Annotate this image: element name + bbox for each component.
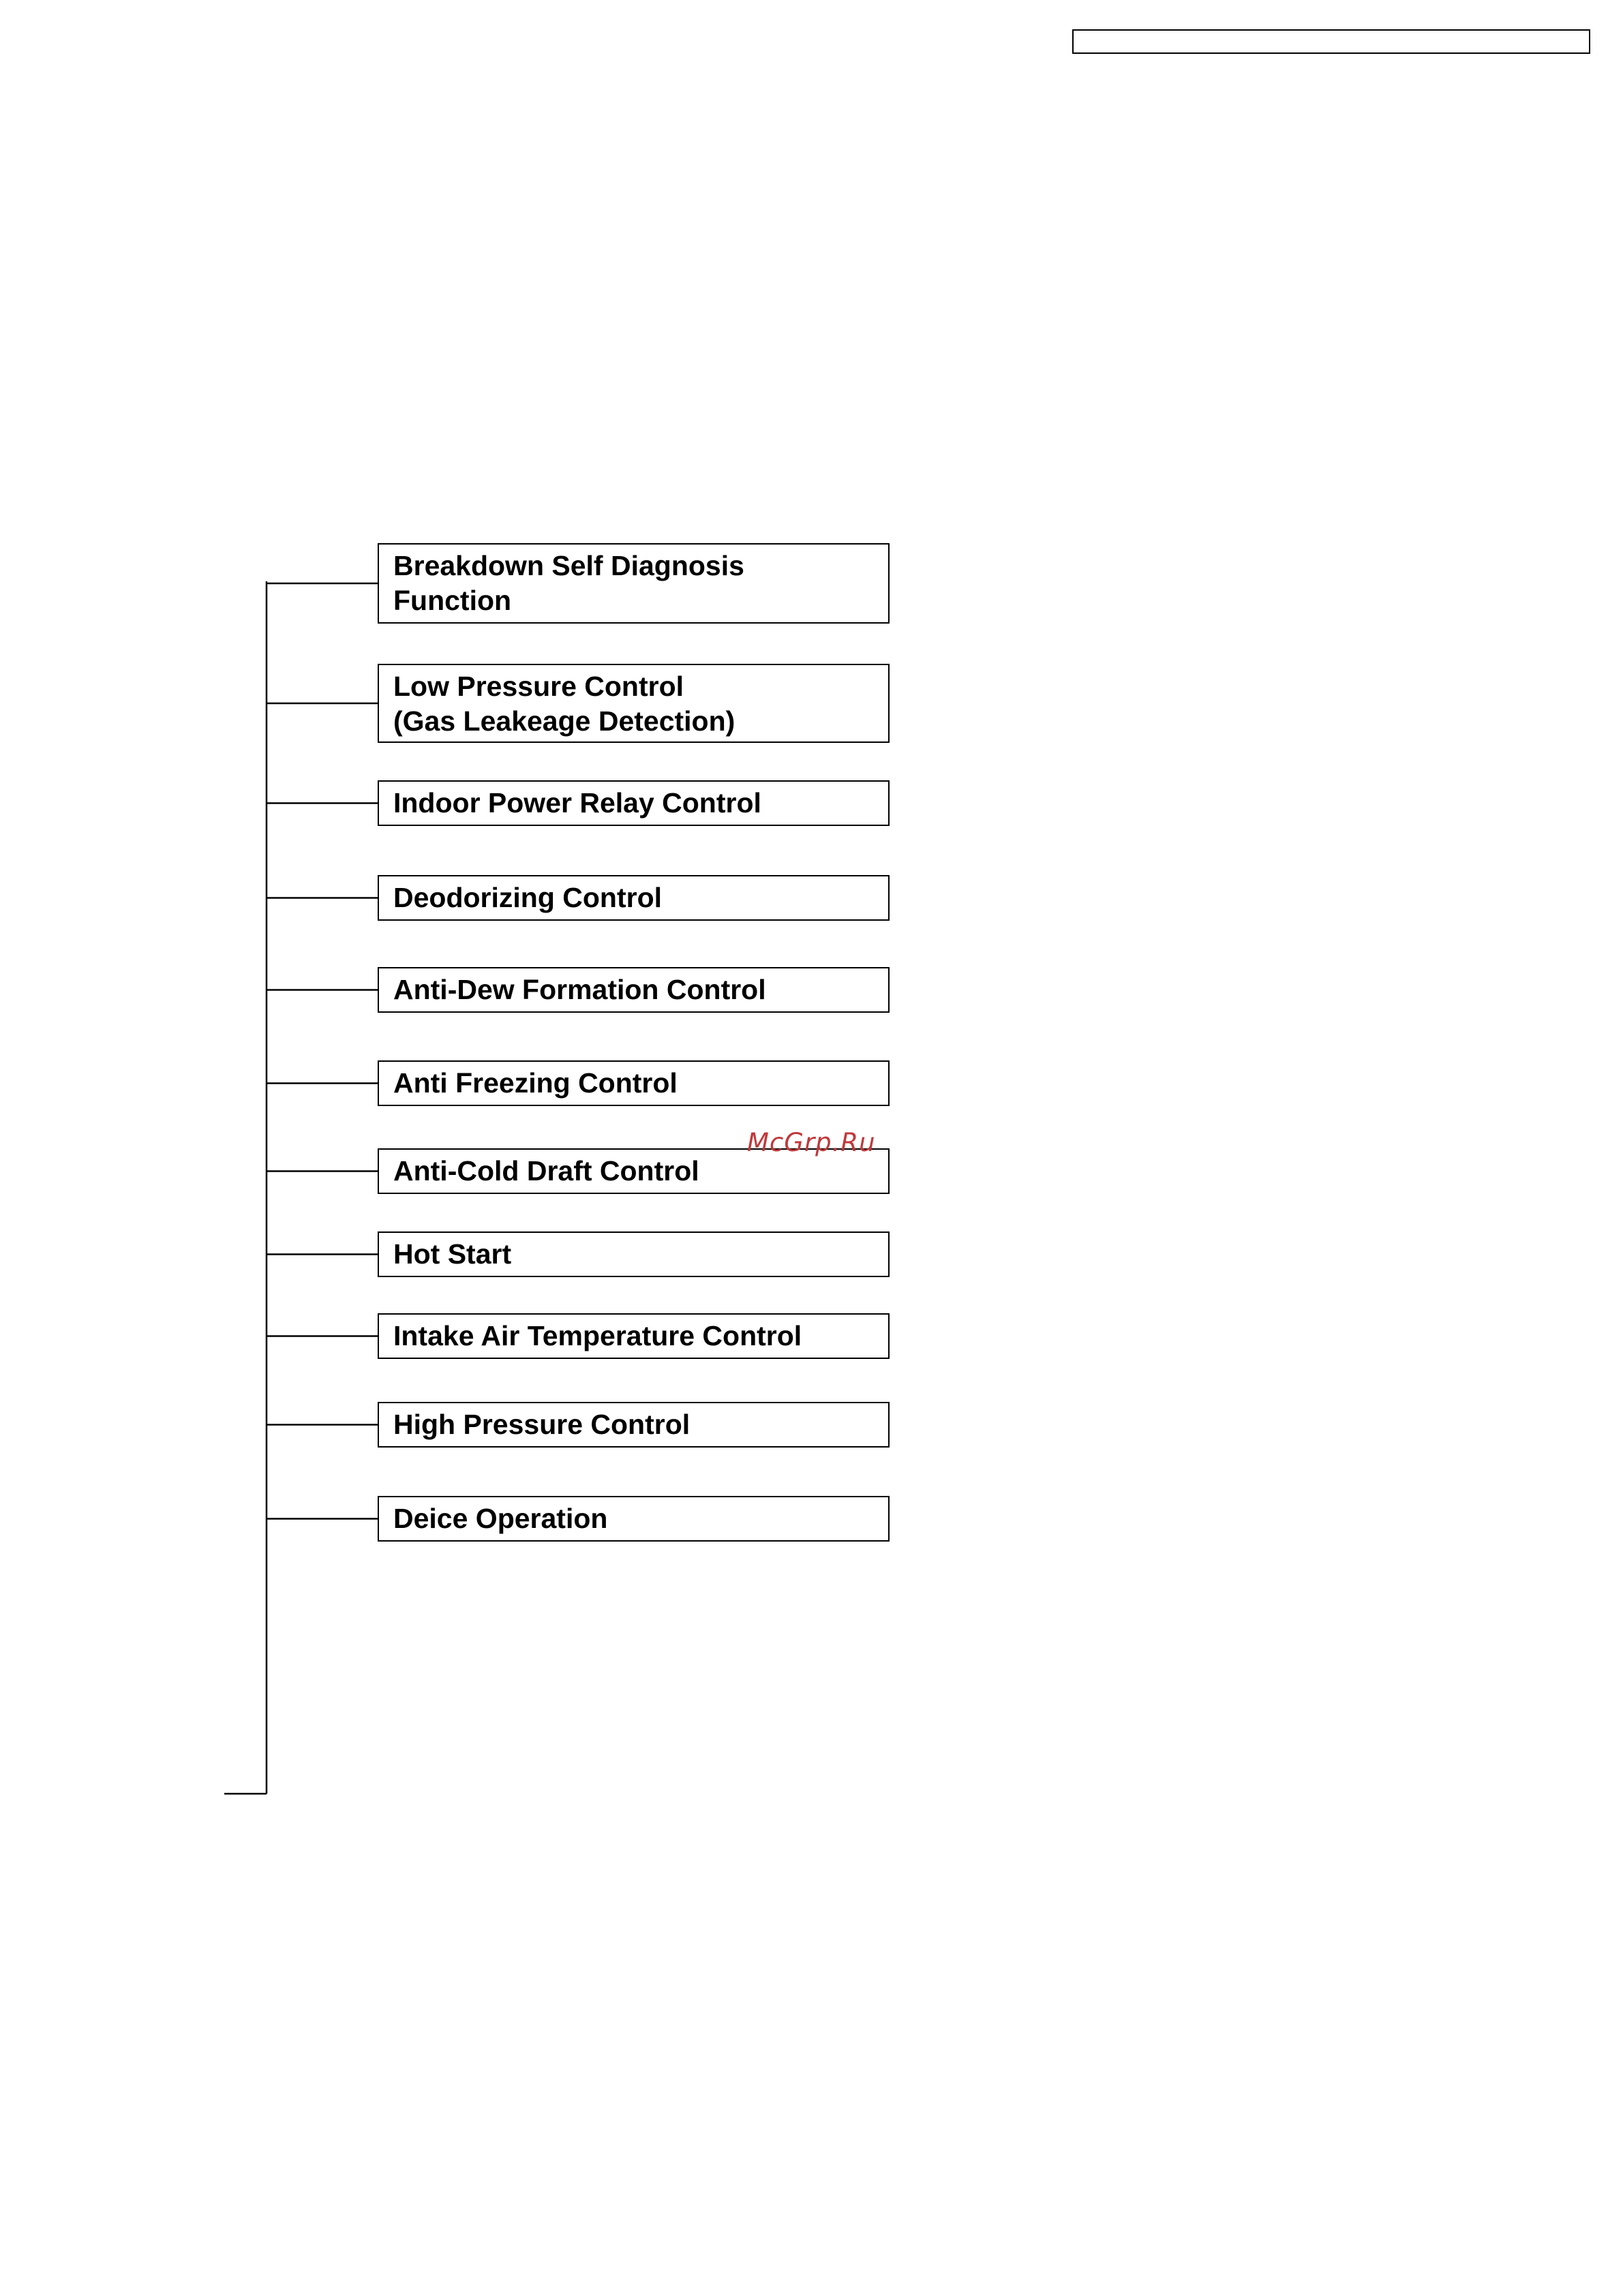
node-anti-freezing-control — [378, 1060, 890, 1106]
node-anti-dew-formation — [378, 967, 890, 1013]
node-label-line: (Gas Leakeage Detection) — [393, 705, 735, 737]
header-box — [1072, 29, 1590, 54]
node-label-line: Intake Air Temperature Control — [393, 1320, 802, 1351]
node-breakdown-self-diagnosis — [378, 543, 890, 624]
node-label-line: High Pressure Control — [393, 1409, 691, 1440]
node-label-line: Function — [393, 585, 512, 616]
node-label-line: Breakdown Self Diagnosis — [393, 550, 744, 581]
node-label-line: Anti-Dew Formation Control — [393, 974, 766, 1005]
node-label-line: Low Pressure Control — [393, 671, 684, 702]
node-indoor-power-relay — [378, 780, 890, 826]
branch-lines — [267, 583, 378, 1519]
node-deodorizing-control — [378, 875, 890, 921]
node-deice-operation — [378, 1496, 890, 1542]
node-hot-start — [378, 1231, 890, 1277]
node-label-line: Deice Operation — [393, 1503, 608, 1534]
node-high-pressure-control — [378, 1402, 890, 1448]
node-label-line: Anti Freezing Control — [393, 1067, 678, 1099]
node-label-line: Anti-Cold Draft Control — [393, 1155, 699, 1187]
node-low-pressure-control — [378, 664, 890, 743]
watermark-text: McGrp.Ru — [747, 1128, 876, 1157]
node-label-line: Hot Start — [393, 1238, 512, 1270]
node-intake-air-temperature — [378, 1313, 890, 1359]
node-label-line: Indoor Power Relay Control — [393, 787, 761, 818]
node-label-line: Deodorizing Control — [393, 882, 663, 913]
